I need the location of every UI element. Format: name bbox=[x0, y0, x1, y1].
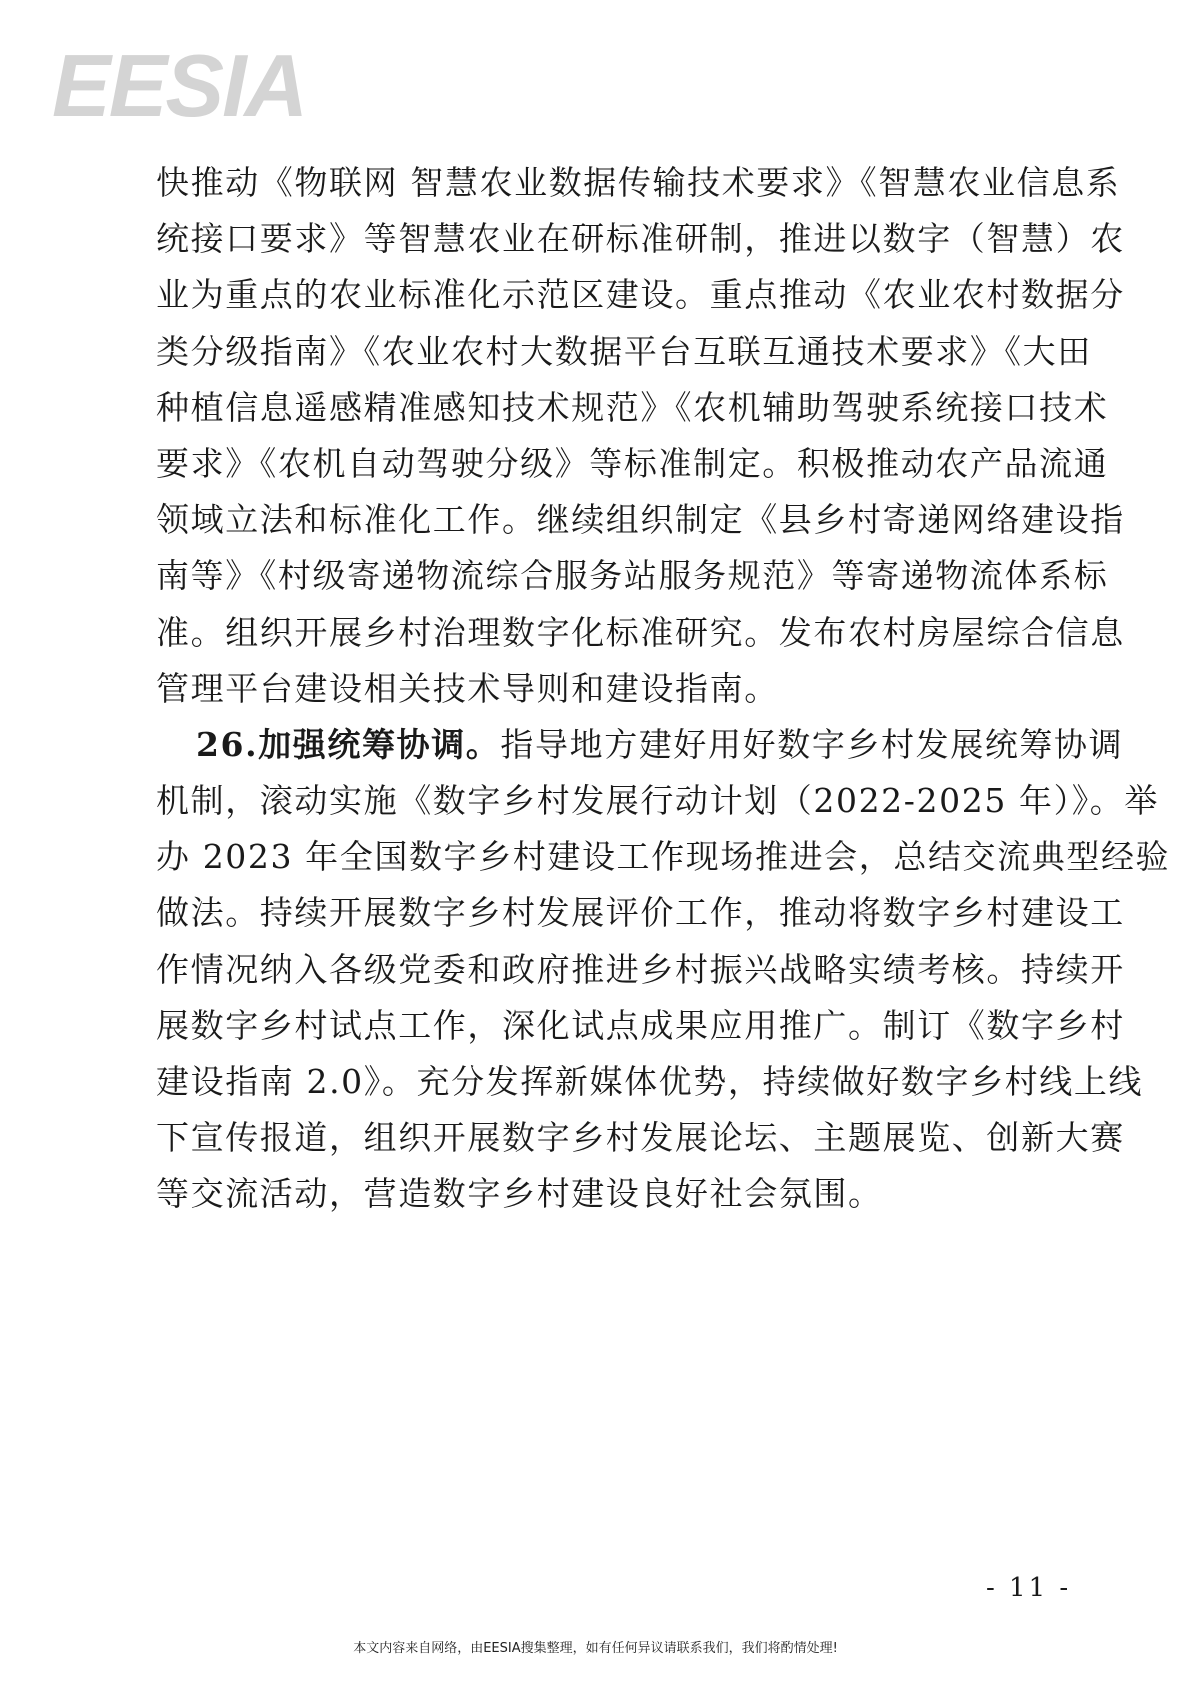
footer-disclaimer: 本文内容来自网络，由EESIA搜集整理，如有任何异议请联系我们，我们将酌情处理! bbox=[353, 1641, 838, 1656]
paragraph-digital-agriculture-standards bbox=[156, 155, 1125, 717]
eesia-watermark-logo: EESIA bbox=[52, 36, 307, 135]
paragraph-line: 等交流活动，营造数字乡村建设良好社会氛围。 bbox=[156, 1174, 883, 1214]
paragraph-line: 展数字乡村试点工作，深化试点成果应用推广。制订《数字乡村 bbox=[156, 1005, 1125, 1045]
paragraph-line-text: 指导地方建好用好数字乡村发展统筹协调 bbox=[500, 724, 1124, 764]
paragraph-line: 办 2023 年全国数字乡村建设工作现场推进会，总结交流典型经验 bbox=[156, 837, 1171, 877]
paragraph-coordination bbox=[156, 717, 1171, 1223]
paragraph-line: 下宣传报道，组织开展数字乡村发展论坛、主题展览、创新大赛 bbox=[156, 1118, 1125, 1158]
section-heading: 26.加强统筹协调。 bbox=[196, 724, 501, 764]
paragraph-line: 快推动《物联网 智慧农业数据传输技术要求》《智慧农业信息系 bbox=[156, 163, 1121, 202]
paragraph-first-line bbox=[156, 717, 1124, 773]
paragraph-line: 机制，滚动实施《数字乡村发展行动计划（2022-2025 年）》。举 bbox=[156, 781, 1160, 821]
paragraph-line: 要求》《农机自动驾驶分级》等标准制定。积极推动农产品流通 bbox=[156, 443, 1109, 483]
paragraph-line: 统接口要求》等智慧农业在研标准研制，推进以数字（智慧）农 bbox=[156, 219, 1125, 259]
paragraph-line: 类分级指南》《农业农村大数据平台互联互通技术要求》《大田 bbox=[156, 331, 1092, 371]
paragraph-line: 领域立法和标准化工作。继续组织制定《县乡村寄递网络建设指 bbox=[156, 500, 1125, 540]
page-number: - 11 - bbox=[986, 1573, 1072, 1603]
document-body bbox=[156, 155, 1171, 1223]
paragraph-line: 管理平台建设相关技术导则和建设指南。 bbox=[156, 668, 779, 708]
paragraph-line: 做法。持续开展数字乡村发展评价工作，推动将数字乡村建设工 bbox=[156, 893, 1125, 933]
paragraph-line: 建设指南 2.0》。充分发挥新媒体优势，持续做好数字乡村线上线 bbox=[156, 1062, 1144, 1101]
paragraph-line: 作情况纳入各级党委和政府推进乡村振兴战略实绩考核。持续开 bbox=[156, 949, 1125, 989]
paragraph-line: 准。组织开展乡村治理数字化标准研究。发布农村房屋综合信息 bbox=[156, 612, 1125, 652]
paragraph-line: 业为重点的农业标准化示范区建设。重点推动《农业农村数据分 bbox=[156, 275, 1125, 315]
paragraph-line: 种植信息遥感精准感知技术规范》《农机辅助驾驶系统接口技术 bbox=[156, 387, 1109, 427]
paragraph-line: 南等》《村级寄递物流综合服务站服务规范》等寄递物流体系标 bbox=[156, 556, 1109, 596]
